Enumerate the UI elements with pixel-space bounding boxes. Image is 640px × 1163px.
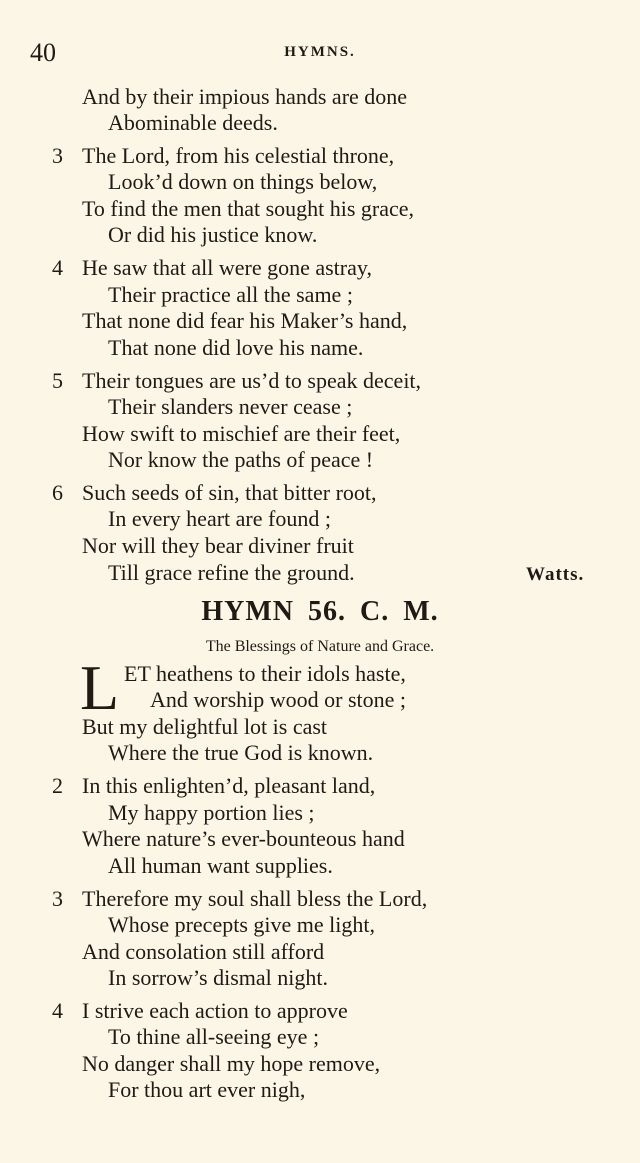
verse-number: 4 [52,998,63,1023]
verse-number: 4 [52,255,63,280]
verse-line: Look’d down on things below, [108,169,378,194]
running-head: HYMNS. [284,44,356,60]
verse-line: Or did his justice know. [108,222,318,247]
verse-number: 3 [52,143,63,168]
verse-line: The Lord, from his celestial throne, [82,143,395,168]
verse-line: Abominable deeds. [108,110,278,135]
verse-line: Nor will they bear diviner fruit [82,533,354,558]
verse-line: Whose precepts give me light, [108,912,375,937]
verse-line: Nor know the paths of peace ! [108,447,374,472]
verse-line: Their practice all the same ; [108,282,353,307]
verse-line: And worship wood or stone ; [150,687,407,712]
verse-line: My happy portion lies ; [108,800,315,825]
author-attribution: Watts. [526,564,585,585]
verse-line: He saw that all were gone astray, [82,255,372,280]
verse-line: And by their impious hands are done [82,84,408,109]
verse-line: Till grace refine the ground. [108,560,355,585]
verse-line: In every heart are found ; [108,506,331,531]
verse-line: In this enlighten’d, pleasant land, [82,773,376,798]
verse-line: How swift to mischief are their feet, [82,421,401,446]
verse-number: 2 [52,773,63,798]
verse-line: That none did fear his Maker’s hand, [82,308,408,333]
drop-cap: L [80,652,120,723]
verse-line: Where the true God is known. [108,740,374,765]
verse-number: 5 [52,368,63,393]
hymn-subtitle: The Blessings of Nature and Grace. [205,638,435,655]
verse-line: To thine all-seeing eye ; [108,1024,320,1049]
verse-line: I strive each action to approve [82,998,348,1023]
verse-number: 6 [52,480,63,505]
page-number: 40 [30,38,56,67]
verse-line: Such seeds of sin, that bitter root, [82,480,377,505]
verse-line: But my delightful lot is cast [82,714,328,739]
verse-line: And consolation still afford [82,939,325,964]
verse-line: For thou art ever nigh, [108,1077,306,1102]
verse-line: All human want supplies. [108,853,333,878]
hymn-title: HYMN 56. C. M. [201,596,439,627]
verse-line: Their tongues are us’d to speak deceit, [82,368,422,393]
verse-line: Therefore my soul shall bless the Lord, [82,886,428,911]
verse-line: Where nature’s ever-bounteous hand [82,826,405,851]
verse-line: Their slanders never cease ; [108,394,353,419]
verse-line: In sorrow’s dismal night. [108,965,328,990]
verse-line: No danger shall my hope remove, [82,1051,381,1076]
verse-line: ET heathens to their idols haste, [124,661,406,686]
verse-line: To find the men that sought his grace, [82,196,415,221]
verse-line: That none did love his name. [108,335,364,360]
verse-number: 3 [52,886,63,911]
